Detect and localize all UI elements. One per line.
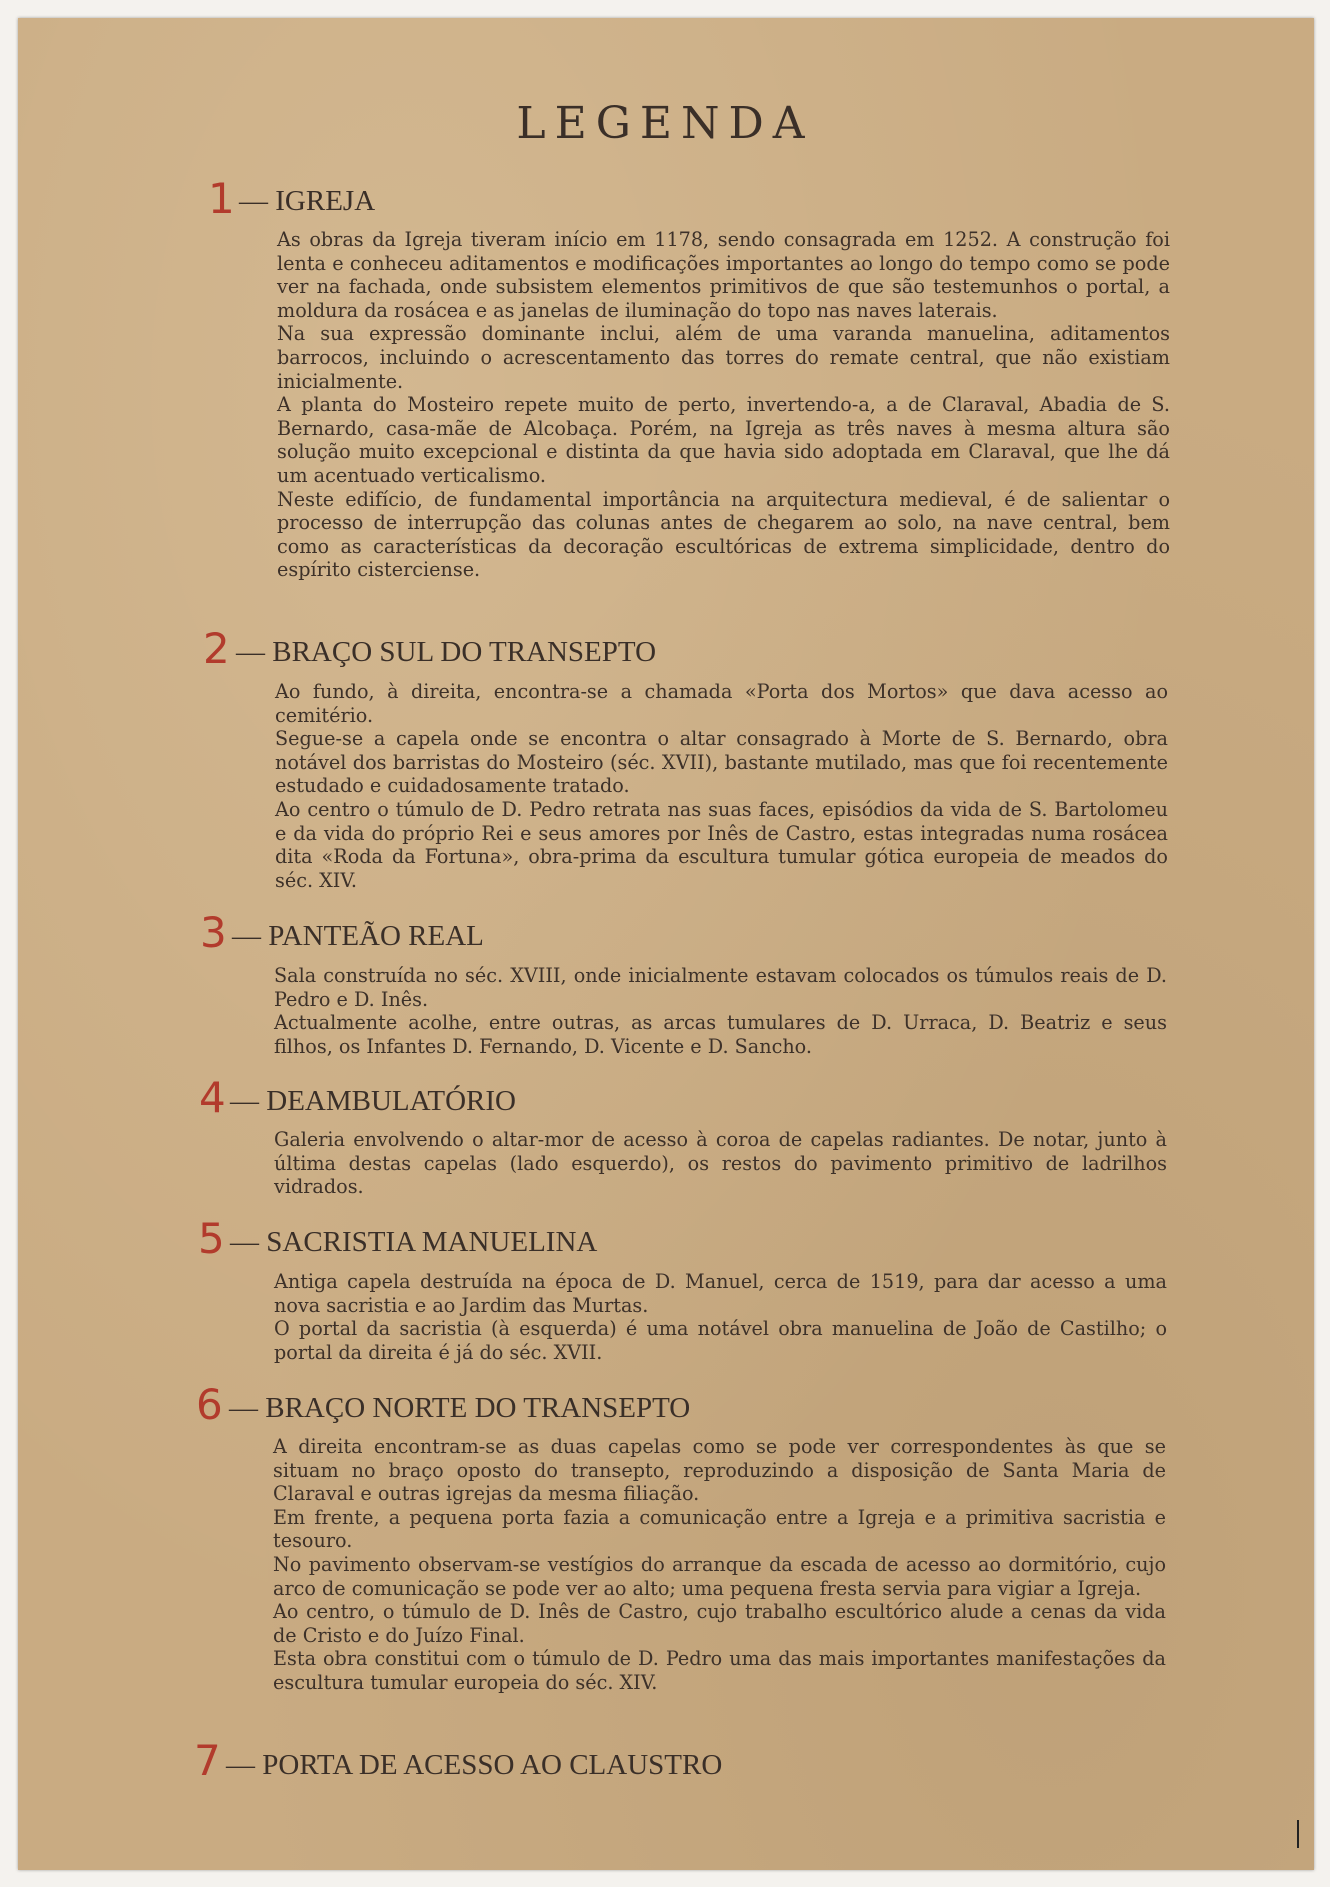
section-heading: — DEAMBULATÓRIO (230, 1085, 516, 1117)
paragraph: Ao fundo, à direita, encontra-se a chamada «Porta dos Mortos» que dava acesso ao cemitério. (275, 680, 1168, 727)
section-heading: — PORTA DE ACESSO AO CLAUSTRO (226, 1749, 723, 1781)
page-title: LEGENDA (516, 98, 814, 149)
paragraph: A direita encontram-se as duas capelas como se pode ver correspondentes às que se situam no braço oposto do transepto, reproduzindo a disposição de Santa Maria de Claraval e outras igrejas da mesma filiação. (273, 1435, 1166, 1506)
section-number: 7 (194, 1736, 221, 1785)
section-heading: — IGREJA (239, 185, 376, 217)
section-number: 6 (196, 1380, 223, 1429)
section-body (274, 964, 1167, 1058)
paragraph: As obras da Igreja tiveram início em 1178, sendo consagrada em 1252. A construção foi lenta e conheceu aditamentos e modificações importantes ao longo do tempo como se pode ver na fachada, onde subsistem elementos primitivos de que são testemunhos o portal, a moldura da rosácea e as janelas de iluminação do topo nas naves laterais. (277, 228, 1170, 322)
section-body (274, 1270, 1167, 1364)
section-heading: — PANTEÃO REAL (232, 920, 484, 952)
section-body (277, 228, 1170, 582)
section-heading: — BRAÇO SUL DO TRANSEPTO (236, 636, 657, 668)
paragraph: Ao centro o túmulo de D. Pedro retrata nas suas faces, episódios da vida de S. Bartolomeu e da vida do próprio Rei e seus amores por Inês de Castro, estas integradas numa rosácea dita «Roda da Fortuna», obra-prima da escultura tumular gótica europeia de meados do séc. XIV. (275, 797, 1168, 892)
section-number: 3 (200, 908, 227, 957)
section-number: 2 (203, 624, 230, 673)
paragraph: Actualmente acolhe, entre outras, as arcas tumulares de D. Urraca, D. Beatriz e seus filhos, os Infantes D. Fernando, D. Vicente e D. Sancho. (274, 1011, 1167, 1058)
section-number: 1 (208, 174, 235, 223)
paragraph: Antiga capela destruída na época de D. Manuel, cerca de 1519, para dar acesso a uma nova sacristia e ao Jardim das Murtas. (274, 1270, 1167, 1317)
section-number: 4 (199, 1073, 226, 1122)
paragraph: No pavimento observam-se vestígios do arranque da escada de acesso ao dormitório, cujo arco de comunicação se pode ver ao alto; uma pequena fresta servia para vigiar a Igreja. (273, 1552, 1166, 1600)
section-body (273, 1435, 1166, 1695)
paragraph: Sala construída no séc. XVIII, onde inicialmente estavam colocados os túmulos reais de D. Pedro e D. Inês. (274, 964, 1167, 1011)
paragraph: Ao centro, o túmulo de D. Inês de Castro, cujo trabalho escultórico alude a cenas da vida de Cristo e do Juízo Final. (273, 1600, 1166, 1647)
section-body (274, 1128, 1167, 1199)
paragraph: Esta obra constitui com o túmulo de D. Pedro uma das mais importantes manifestações da escultura tumular europeia do séc. XIV. (273, 1647, 1166, 1694)
section-heading: — BRAÇO NORTE DO TRANSEPTO (229, 1392, 691, 1424)
paragraph: Em frente, a pequena porta fazia a comunicação entre a Igreja e a primitiva sacristia e tesouro. (273, 1505, 1166, 1553)
paragraph: Galeria envolvendo o altar-mor de acesso à coroa de capelas radiantes. De notar, junto à última destas capelas (lado esquerdo), os restos do pavimento primitivo de ladrilhos vidrados. (274, 1128, 1167, 1199)
paragraph: O portal da sacristia (à esquerda) é uma notável obra manuelina de João de Castilho; o portal da direita é já do séc. XVII. (274, 1317, 1167, 1364)
edge-mark (1297, 1820, 1299, 1848)
paragraph: Neste edifício, de fundamental importância na arquitectura medieval, é de salientar o processo de interrupção das colunas antes de chegarem ao solo, na nave central, bem como as características da decoração escultóricas de extrema simplicidade, dentro do espírito cisterciense. (277, 487, 1170, 582)
section-heading: — SACRISTIA MANUELINA (230, 1226, 598, 1258)
section-number: 5 (198, 1214, 225, 1263)
paragraph: Segue-se a capela onde se encontra o altar consagrado à Morte de S. Bernardo, obra notável dos barristas do Mosteiro (séc. XVII), bastante mutilado, mas que foi recentemente estudado e cuidadosamente tratado. (275, 727, 1168, 798)
paragraph: A planta do Mosteiro repete muito de perto, invertendo-a, a de Claraval, Abadia de S. Bernardo, casa-mãe de Alcobaça. Porém, na Igreja as três naves à mesma altura são solução muito excepcional e distinta da que havia sido adoptada em Claraval, que lhe dá um acentuado verticalismo. (277, 393, 1170, 487)
paragraph: Na sua expressão dominante inclui, além de uma varanda manuelina, aditamentos barrocos, incluindo o acrescentamento das torres do remate central, que não existiam inicialmente. (277, 322, 1170, 393)
section-body (275, 680, 1168, 892)
